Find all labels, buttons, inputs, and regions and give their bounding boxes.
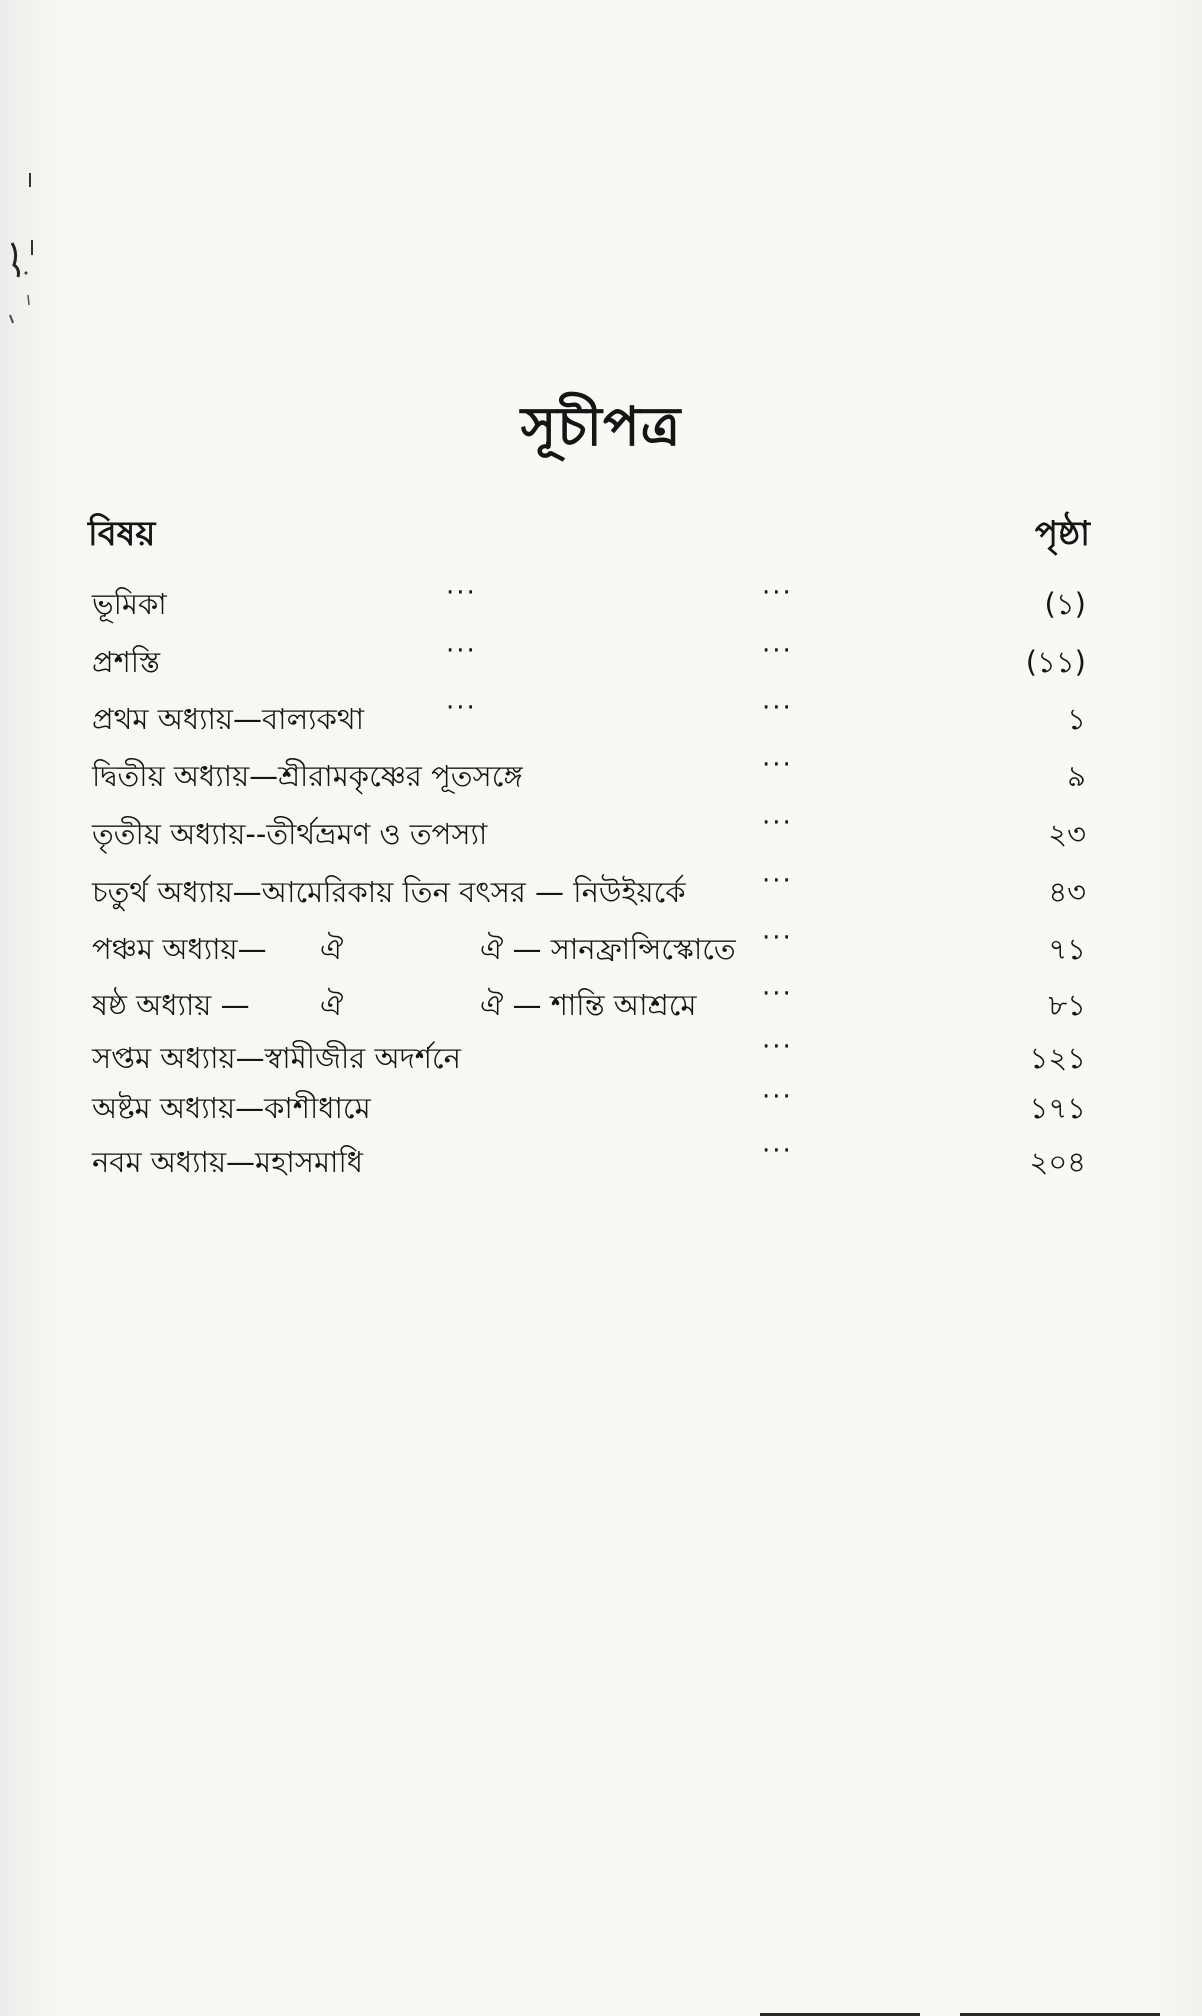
toc-page-number: ৭১	[1048, 932, 1086, 966]
margin-ink-marks	[4, 165, 34, 335]
toc-entry-title: অষ্টম অধ্যায়—কাশীধামে	[92, 1091, 371, 1125]
toc-entry-title: নবম অধ্যায়—মহাসমাধি	[92, 1145, 364, 1179]
toc-page-number: ২৩	[1048, 817, 1086, 851]
toc-entry-title: সপ্তম অধ্যায়—স্বামীজীর অদর্শনে	[92, 1041, 461, 1075]
topic-column-header: বিষয়	[88, 514, 156, 554]
toc-leader-dots: ···	[446, 636, 477, 666]
toc-leader-dots: ···	[762, 979, 793, 1009]
toc-page-number: (১)	[1044, 587, 1086, 621]
toc-page-number: ২০৪	[1029, 1145, 1086, 1179]
toc-page-number: (১১)	[1025, 645, 1086, 679]
toc-row	[0, 750, 1202, 802]
toc-entry-title: তৃতীয় অধ্যায়--তীর্থভ্রমণ ও তপস্যা	[92, 817, 488, 851]
toc-entry-title: চতুর্থ অধ্যায়—আমেরিকায় তিন বৎসর — নিউইয়র্কে	[92, 875, 686, 909]
toc-page-number: ১	[1067, 702, 1086, 736]
ditto-mark: ঐ	[320, 988, 344, 1022]
toc-row	[0, 808, 1202, 860]
toc-row	[0, 578, 1202, 630]
toc-row	[0, 866, 1202, 918]
toc-row	[0, 1136, 1202, 1188]
toc-entry-title: ভূমিকা	[92, 587, 167, 621]
toc-row	[0, 636, 1202, 688]
toc-leader-dots: ···	[446, 578, 477, 608]
toc-entry-title: প্রশস্তি	[92, 645, 160, 679]
toc-leader-dots: ···	[762, 693, 793, 723]
ditto-mark: ঐ	[320, 932, 344, 966]
toc-leader-dots: ···	[762, 750, 793, 780]
toc-leader-dots: ···	[762, 923, 793, 953]
toc-page-number: ৯	[1067, 759, 1086, 793]
toc-entry-title: ষষ্ঠ অধ্যায় —	[92, 988, 250, 1022]
toc-leader-dots: ···	[446, 693, 477, 723]
page-title: সূচীপত্র	[520, 395, 682, 458]
toc-entry-subtitle: ঐ — সানফ্রান্সিস্কোতে	[480, 932, 736, 966]
toc-row	[0, 979, 1202, 1031]
toc-row	[0, 1032, 1202, 1084]
toc-entry-subtitle: ঐ — শান্তি আশ্রমে	[480, 988, 697, 1022]
toc-leader-dots: ···	[762, 636, 793, 666]
page-column-header: পৃষ্ঠা	[1034, 514, 1090, 554]
toc-entry-title: প্রথম অধ্যায়—বাল্যকথা	[92, 702, 365, 736]
toc-leader-dots: ···	[762, 808, 793, 838]
toc-entry-title: পঞ্চম অধ্যায়—	[92, 932, 267, 966]
toc-row	[0, 1082, 1202, 1134]
toc-page-number: ১৭১	[1029, 1091, 1086, 1125]
toc-leader-dots: ···	[762, 866, 793, 896]
toc-page-number: ৮১	[1048, 988, 1086, 1022]
toc-leader-dots: ···	[762, 1032, 793, 1062]
toc-page-number: ৪৩	[1048, 875, 1086, 909]
toc-leader-dots: ···	[762, 578, 793, 608]
toc-entry-title: দ্বিতীয় অধ্যায়—শ্রীরামকৃষ্ণের পূতসঙ্গে	[92, 759, 523, 793]
toc-row	[0, 923, 1202, 975]
toc-leader-dots: ···	[762, 1136, 793, 1166]
toc-page-number: ১২১	[1029, 1041, 1086, 1075]
toc-leader-dots: ···	[762, 1082, 793, 1112]
toc-row	[0, 693, 1202, 745]
